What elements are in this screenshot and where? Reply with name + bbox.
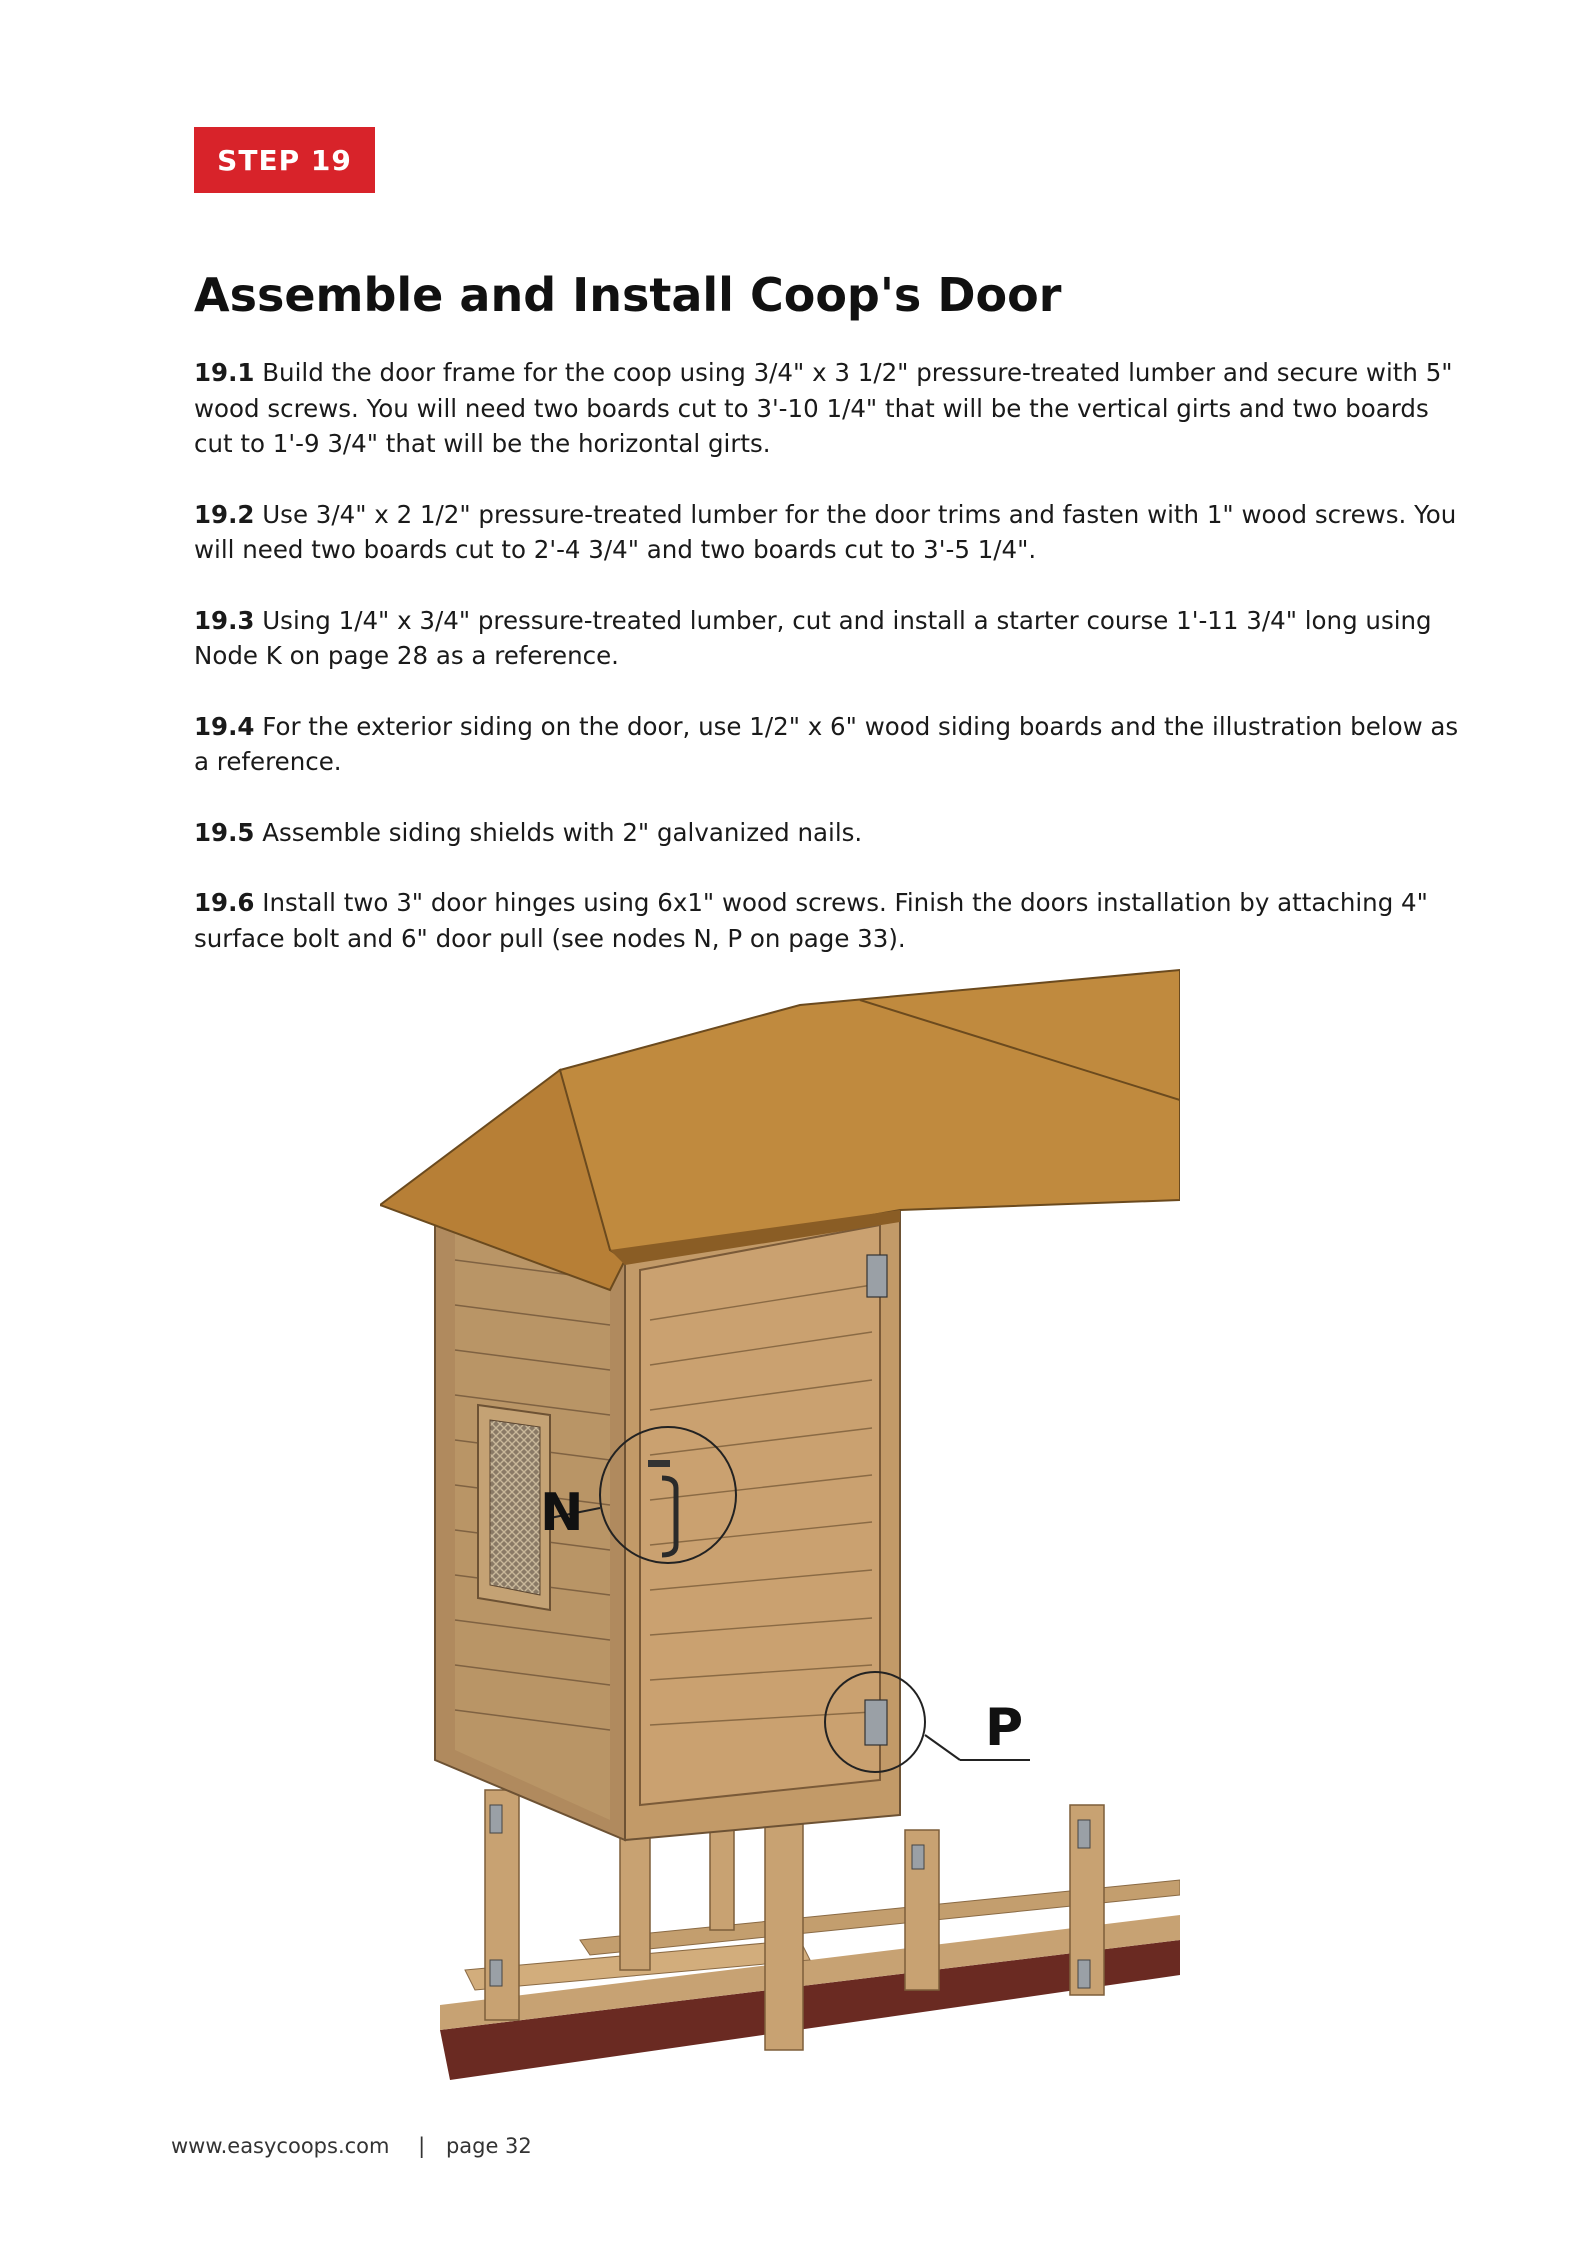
footer-website: www.easycoops.com <box>171 2134 390 2158</box>
step-number: 19.5 <box>194 817 255 847</box>
step-number: 19.2 <box>194 499 255 529</box>
instruction-step <box>194 709 1474 780</box>
base-frame <box>440 1880 1180 2080</box>
instruction-list <box>194 355 1474 991</box>
front-wall <box>625 1210 900 1840</box>
instruction-step <box>194 355 1474 462</box>
surface-bolt <box>648 1460 670 1467</box>
callout-n-label: N <box>540 1483 584 1543</box>
step-number: 19.6 <box>194 888 255 917</box>
step-text: Build the door frame for the coop using 3/4" x 3 1/2" pressure-treated lumber and secure with 5" wood screws. You will need two boards cut to 3'-10 1/4" that will be the vertical girts and two boards cut to 1'-9 3/4" that will be the horizontal girts. <box>194 358 1453 458</box>
footer-page-number: page 32 <box>445 2134 532 2158</box>
step-number: 19.1 <box>194 358 255 387</box>
hinge-top <box>867 1255 887 1297</box>
step-text: Assemble siding shields with 2" galvanized nails. <box>254 817 863 847</box>
instruction-step <box>194 603 1474 674</box>
instruction-step <box>194 497 1474 568</box>
step-text: Using 1/4" x 3/4" pressure-treated lumber, cut and install a starter course 1'-11 3/4" long using Node K on page 28 as a reference. <box>194 605 1432 670</box>
step-text: Use 3/4" x 2 1/2" pressure-treated lumber for the door trims and fasten with 1" wood screws. You will need two boards cut to 2'-4 3/4" and two boards cut to 3'-5 1/4". <box>194 499 1457 564</box>
step-text: For the exterior siding on the door, use 1/2" x 6" wood siding boards and the illustration below as a reference. <box>194 711 1459 776</box>
coop-door-illustration <box>380 960 1180 2140</box>
step-number: 19.4 <box>194 711 255 741</box>
step-badge: STEP 19 <box>194 127 375 193</box>
page-title: Assemble and Install Coop's Door <box>194 268 1062 322</box>
step-text: Install two 3" door hinges using 6x1" wood screws. Finish the doors installation by attaching 4" surface bolt and 6" door pull (see nodes N, P on page 33). <box>194 888 1428 953</box>
instruction-step <box>194 815 1474 851</box>
footer-separator: | <box>418 2134 426 2158</box>
instruction-step <box>194 885 1474 956</box>
callout-p-label: P <box>985 1698 1024 1758</box>
hinge-bottom <box>865 1700 887 1745</box>
page-footer <box>171 2134 532 2158</box>
step-number: 19.3 <box>194 605 255 635</box>
